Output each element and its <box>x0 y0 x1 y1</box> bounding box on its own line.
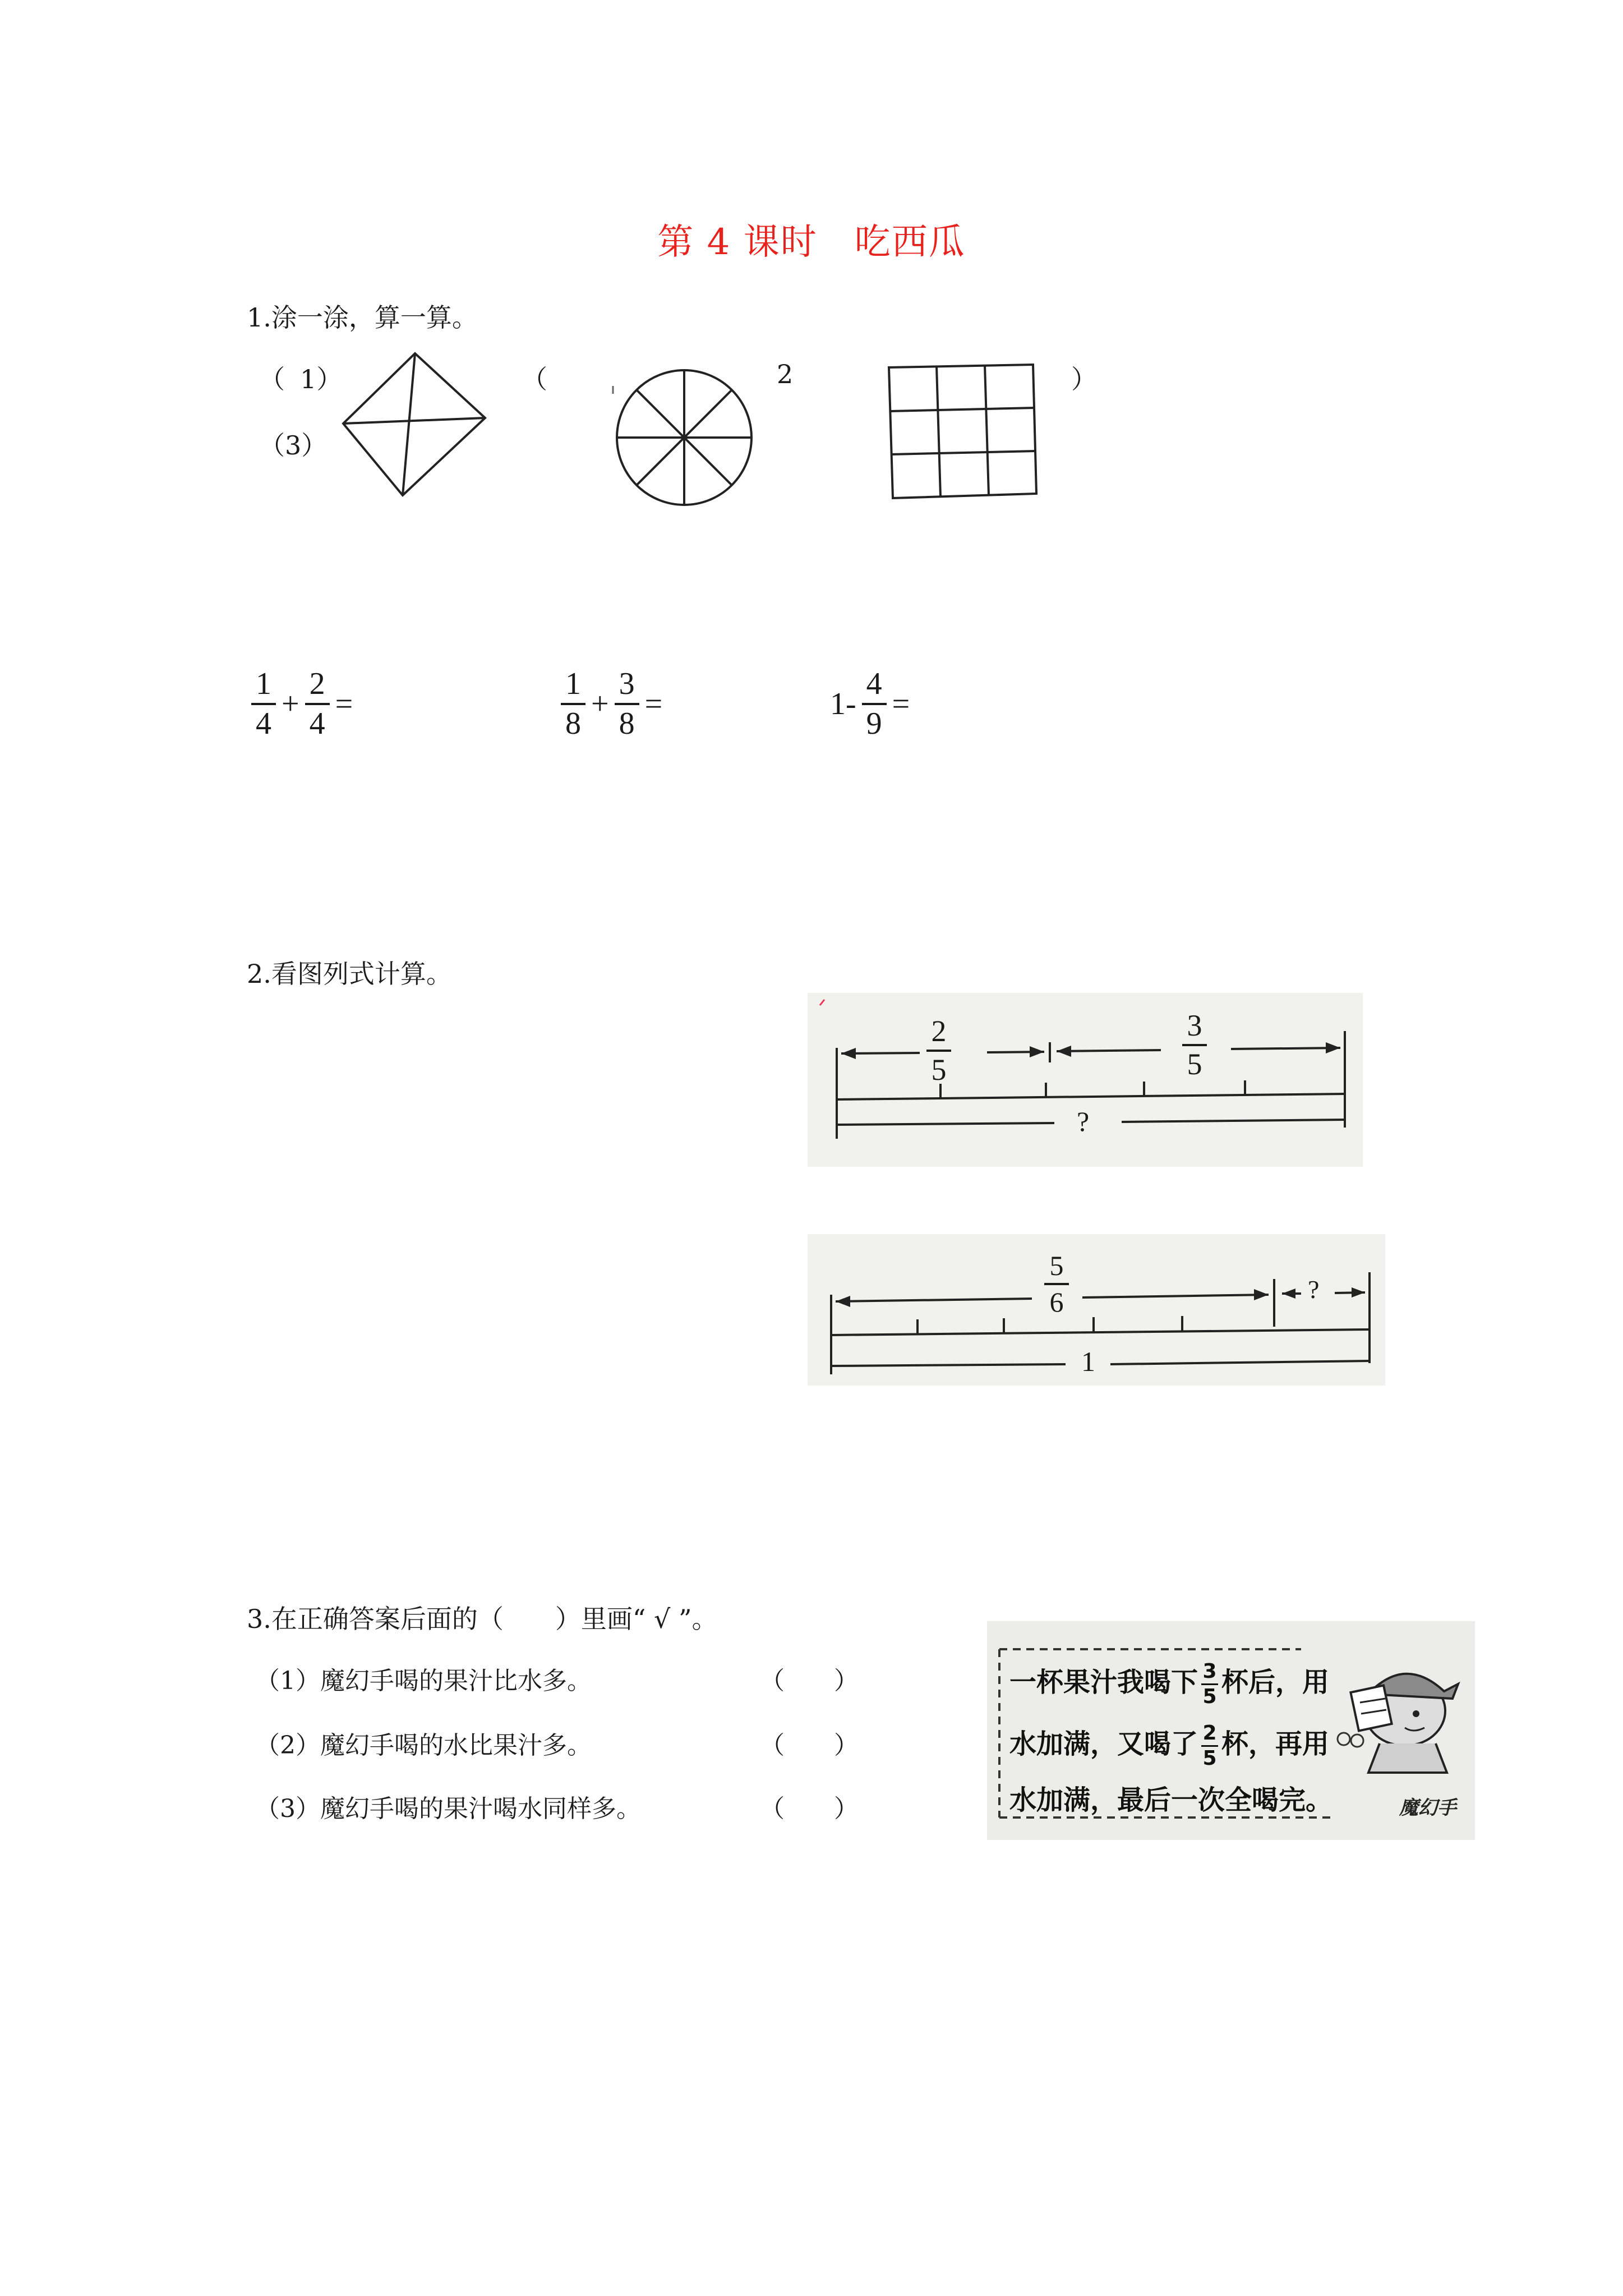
speech-line-2-post: 杯，再用 <box>1221 1728 1330 1760</box>
plus-sign: + <box>282 686 299 721</box>
fraction <box>615 668 639 740</box>
fraction <box>561 668 585 740</box>
denominator: 5 <box>1187 1047 1202 1081</box>
q1-label-3: （3） <box>259 430 328 461</box>
character-name-label: 魔幻手 <box>1399 1797 1456 1819</box>
numerator: 2 <box>309 666 325 701</box>
fraction-three-fifths-cup <box>1201 1659 1218 1708</box>
denominator: 8 <box>565 706 581 741</box>
denominator: 6 <box>1049 1286 1064 1318</box>
q2-heading: 2.看图列式计算。 <box>247 959 452 989</box>
speech-line-3: 水加满，最后一次全喝完。 <box>1009 1784 1333 1816</box>
option-2-answer-box[interactable]: （ ） <box>760 1731 859 1760</box>
fraction <box>862 668 887 740</box>
equals-sign: = <box>644 686 663 721</box>
unknown-remainder: ? <box>1308 1275 1320 1304</box>
speech-line-2-pre: 水加满，又喝了 <box>1009 1728 1198 1760</box>
option-3-text: （3）魔幻手喝的果汁喝水同样多。 <box>255 1795 641 1823</box>
numerator: 2 <box>1202 1721 1217 1745</box>
fraction-two-fifths-cup <box>1201 1723 1218 1769</box>
diamond-quartered-shape[interactable] <box>336 351 488 502</box>
option-3-answer-box[interactable]: （ ） <box>760 1795 859 1823</box>
numerator: 3 <box>619 666 635 701</box>
denominator: 5 <box>931 1052 947 1087</box>
fraction-five-sixths <box>1044 1251 1069 1317</box>
speech-line-2 <box>1009 1722 1329 1769</box>
q1-label-1-open: （ <box>259 364 285 394</box>
q1-heading: 1.涂一涂，算一算。 <box>247 302 478 333</box>
whole-label: 1 <box>1081 1346 1095 1377</box>
denominator: 8 <box>619 706 635 741</box>
denominator: 4 <box>256 706 271 741</box>
numerator: 3 <box>1202 1659 1217 1683</box>
denominator: 5 <box>1202 1685 1217 1708</box>
unknown-total: ? <box>1077 1106 1090 1137</box>
q1-label-1-num: 1） <box>300 364 343 394</box>
speech-line-1-post: 杯后，用 <box>1221 1667 1330 1698</box>
numerator: 3 <box>1187 1009 1202 1042</box>
speech-line-1-pre: 一杯果汁我喝下 <box>1009 1667 1198 1698</box>
circle-eighths-shape[interactable] <box>611 365 757 510</box>
equals-sign: = <box>892 686 910 721</box>
line-diagram-2 <box>808 1234 1385 1386</box>
option-1-text: （1）魔幻手喝的果汁比水多。 <box>255 1667 592 1695</box>
fraction-three-fifths <box>1182 1010 1207 1080</box>
q3-heading: 3.在正确答案后面的（ ）里画“ √ ”。 <box>247 1604 718 1634</box>
speech-line-1 <box>1009 1660 1329 1707</box>
denominator: 5 <box>1202 1746 1217 1770</box>
q1-label-2-num: 2 <box>777 359 794 389</box>
denominator: 9 <box>866 706 882 741</box>
boy-character-icon <box>1338 1674 1458 1773</box>
grid-3x3-shape[interactable] <box>880 359 1043 505</box>
q1-expression-3 <box>830 668 910 740</box>
line-diagram-1 <box>808 993 1363 1167</box>
q1-expression-1 <box>251 668 353 740</box>
numerator: 1 <box>565 666 581 701</box>
one-minus: 1- <box>830 686 856 721</box>
fraction-two-fifths <box>926 1015 951 1085</box>
q1-label-2-open: （ <box>522 364 547 394</box>
numerator: 2 <box>931 1014 947 1048</box>
fraction <box>305 668 330 740</box>
denominator: 4 <box>309 706 325 741</box>
plus-sign: + <box>591 686 609 721</box>
equals-sign: = <box>335 686 353 721</box>
story-illustration <box>987 1621 1475 1840</box>
q1-label-2-close: ） <box>1071 364 1097 394</box>
page-title: 第 4 课时 吃西瓜 <box>657 222 966 263</box>
q1-expression-2 <box>561 668 662 740</box>
fraction <box>251 668 276 740</box>
option-2-text: （2）魔幻手喝的水比果汁多。 <box>255 1731 592 1760</box>
option-1-answer-box[interactable]: （ ） <box>760 1667 859 1695</box>
numerator: 1 <box>256 666 271 701</box>
numerator: 4 <box>866 666 882 701</box>
numerator: 5 <box>1049 1250 1064 1281</box>
